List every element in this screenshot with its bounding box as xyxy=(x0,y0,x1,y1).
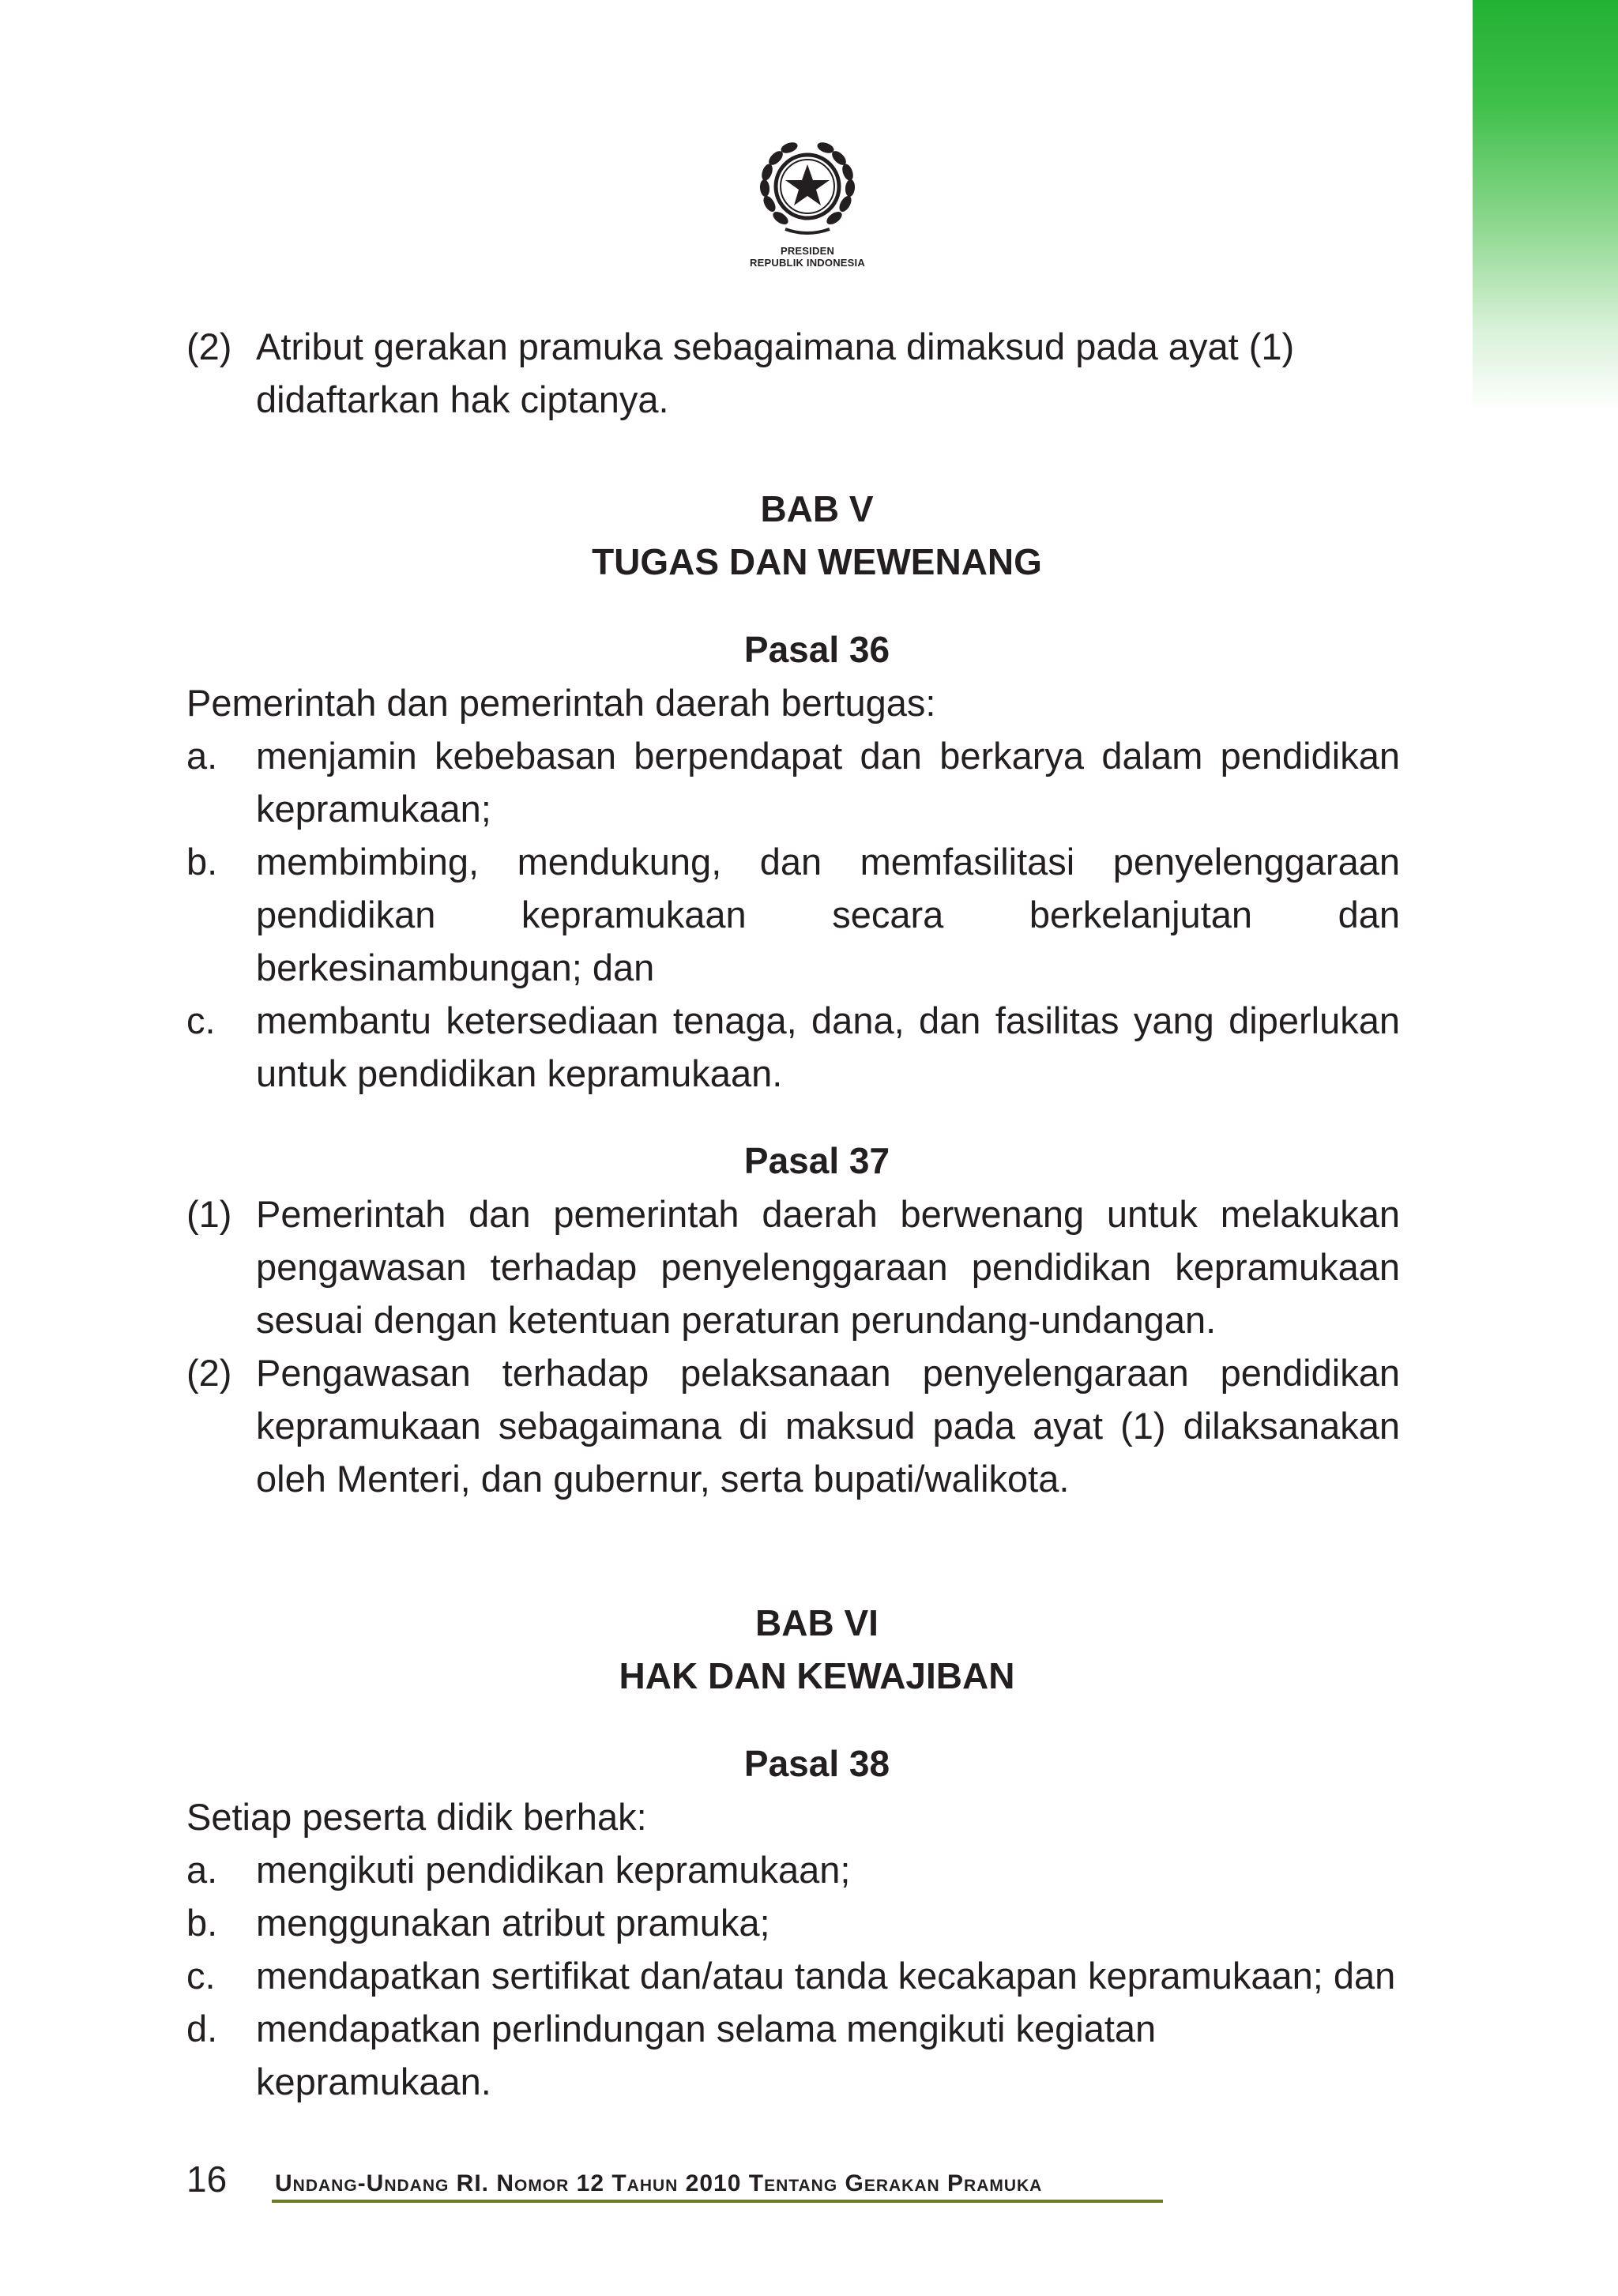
green-side-tab xyxy=(1473,0,1618,411)
presidential-emblem xyxy=(739,133,875,269)
list-text: menggunakan atribut pramuka; xyxy=(256,1902,770,1944)
ayat-number: (2) xyxy=(186,326,232,367)
list-item xyxy=(186,1843,1400,1896)
list-marker: b. xyxy=(186,1902,218,1944)
list-item xyxy=(186,1896,1400,1949)
ayat-text: Pemerintah dan pemerintah daerah berwenang untuk melakukan pengawasan terhadap penyelenggaraan pendidikan kepramukaan sesuai dengan ketentuan peraturan perundang-undangan. xyxy=(256,1193,1400,1341)
page-number: 16 xyxy=(186,2159,228,2200)
document-body xyxy=(186,320,1400,2108)
list-item xyxy=(186,729,1400,835)
footer-rule xyxy=(272,2200,1163,2203)
list-text: membantu ketersediaan tenaga, dana, dan fasilitas yang diperlukan untuk pendidikan kepramukaan. xyxy=(256,999,1400,1094)
list-marker: c. xyxy=(186,1955,216,1997)
ayat-number: (2) xyxy=(186,1352,232,1394)
list-text: mengikuti pendidikan kepramukaan; xyxy=(256,1849,851,1891)
list-marker: d. xyxy=(186,2008,218,2049)
list-marker: b. xyxy=(186,841,218,883)
list-marker: a. xyxy=(186,735,218,777)
ayat-item xyxy=(186,320,1400,426)
bab-subtitle: HAK DAN KEWAJIBAN xyxy=(619,1655,1015,1696)
garuda-star-emblem-icon xyxy=(754,133,861,240)
ayat-text: Pengawasan terhadap pelaksanaan penyelengaraan pendidikan kepramukaan sebagaimana di maksud pada ayat (1) dilaksanakan oleh Menteri, dan gubernur, serta bupati/walikota. xyxy=(256,1352,1400,1500)
list-text: mendapatkan sertifikat dan/atau tanda kecakapan kepramukaan; dan xyxy=(256,1955,1396,1997)
list-text: menjamin kebebasan berpendapat dan berkarya dalam pendidikan kepramukaan; xyxy=(256,735,1400,830)
list-item xyxy=(186,994,1400,1100)
pasal-intro: Pemerintah dan pemerintah daerah bertugas: xyxy=(186,682,936,724)
emblem-line-presiden: PRESIDEN xyxy=(780,245,835,257)
pasal-title: Pasal 36 xyxy=(743,629,890,670)
footer-title: Undang-Undang RI. Nomor 12 Tahun 2010 Tentang Gerakan Pramuka xyxy=(275,2170,1043,2196)
page-footer xyxy=(186,2155,1163,2203)
list-marker: a. xyxy=(186,1849,218,1891)
list-marker: c. xyxy=(186,999,216,1041)
bab-title: BAB VI xyxy=(755,1602,879,1643)
ayat-number: (1) xyxy=(186,1193,232,1235)
ayat-text: Atribut gerakan pramuka sebagaimana dimaksud pada ayat (1) didaftarkan hak ciptanya. xyxy=(256,326,1295,420)
bab-title: BAB V xyxy=(760,488,874,529)
pasal-title: Pasal 38 xyxy=(743,1743,890,1784)
list-text: membimbing, mendukung, dan memfasilitasi penyelenggaraan pendidikan kepramukaan secara berkelanjutan dan berkesinambungan; dan xyxy=(256,841,1400,988)
list-item xyxy=(186,835,1400,994)
list-item xyxy=(186,2002,1400,2108)
pasal-title: Pasal 37 xyxy=(743,1140,890,1181)
list-item xyxy=(186,1949,1400,2002)
list-text: mendapatkan perlindungan selama mengikuti kegiatan kepramukaan. xyxy=(256,2008,1157,2102)
ayat-item xyxy=(186,1346,1400,1505)
ayat-item xyxy=(186,1188,1400,1346)
bab-subtitle: TUGAS DAN WEWENANG xyxy=(592,541,1042,582)
emblem-line-republik: REPUBLIK INDONESIA xyxy=(750,257,865,269)
pasal-intro: Setiap peserta didik berhak: xyxy=(186,1796,647,1838)
